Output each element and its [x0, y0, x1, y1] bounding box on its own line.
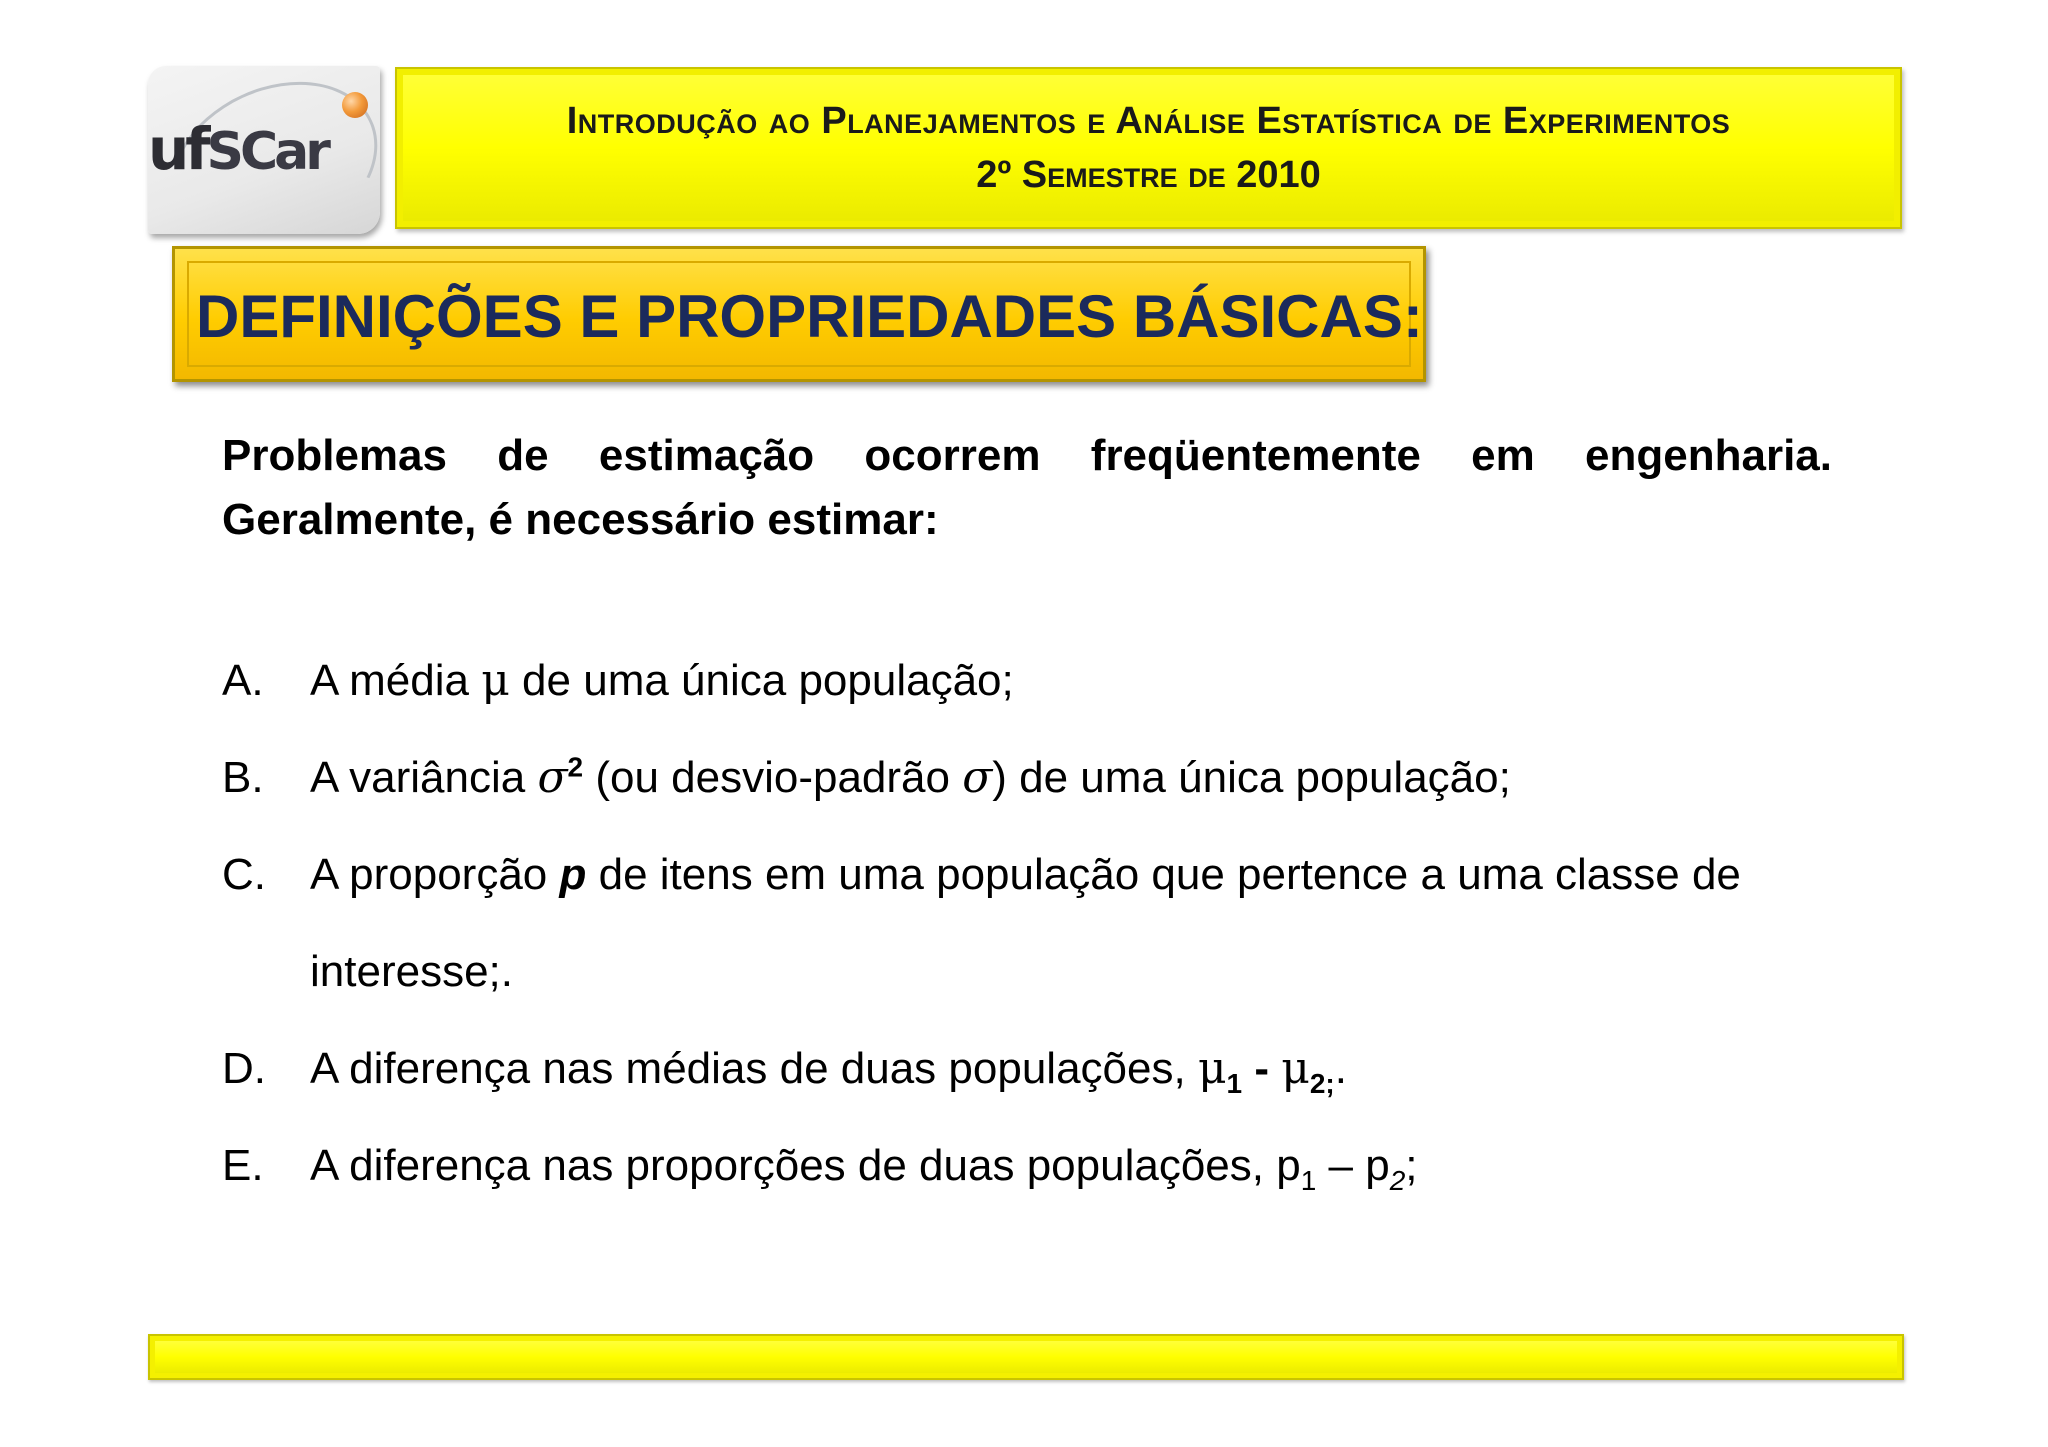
sigma-symbol: σ [962, 752, 993, 803]
footer-bar [148, 1334, 1904, 1380]
list-item-e: E. A diferença nas proporções de duas populações, $p_1 - p_2$; [222, 1117, 1862, 1214]
p-symbol: p [1276, 1141, 1301, 1190]
logo-text: ufSCar [148, 115, 327, 183]
section-title: DEFINIÇÕES E PROPRIEDADES BÁSICAS: [196, 283, 1423, 350]
intro-paragraph: Problemas de estimação ocorrem freqüentemente em engenharia. Geralmente, é necessário estimar: [222, 431, 1832, 544]
list-item-a: A. A média μ de uma única população; [222, 632, 1862, 729]
p-symbol: p [559, 850, 587, 899]
list-item-d: D. A diferença nas médias de duas populações, $\mu_1 - \mu_{2;}$. [222, 1020, 1862, 1117]
mu-symbol: μ [1197, 1043, 1227, 1094]
list-marker: C. [222, 850, 266, 899]
list-marker: E. [222, 1141, 264, 1190]
logo-orange-dot [342, 92, 368, 118]
p-symbol: p [1365, 1141, 1390, 1190]
list-marker: D. [222, 1044, 266, 1093]
semester-label: 2º Semestre de 2010 [976, 154, 1321, 196]
list-item-c: C. A proporção p de itens em uma população que pertence a uma classe de interesse;. [222, 826, 1862, 1020]
sigma-symbol: σ [537, 752, 568, 803]
course-title: Introdução ao Planejamentos e Análise Estatística de Experimentos [566, 100, 1731, 142]
mu-symbol: μ [481, 655, 510, 706]
header-banner [395, 67, 1902, 229]
list-item-b: B. A variância $\sigma^2$ (ou desvio-padrão σ) de uma única população; [222, 729, 1862, 826]
list-marker: B. [222, 753, 264, 802]
estimation-list [222, 632, 1862, 1214]
mu-symbol: μ [1281, 1043, 1310, 1094]
list-marker: A. [222, 656, 264, 705]
